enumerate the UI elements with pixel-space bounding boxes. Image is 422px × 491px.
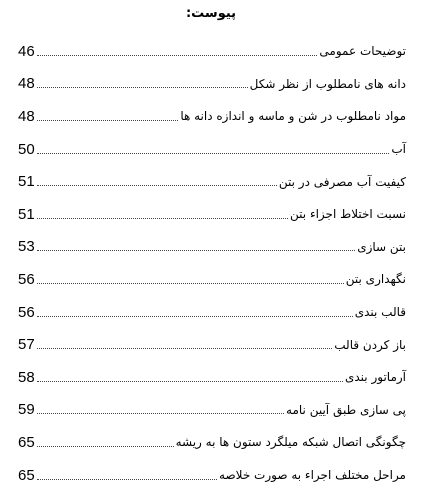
dot-leader xyxy=(37,185,277,186)
toc-entry xyxy=(18,198,406,231)
toc-page-number: 65 xyxy=(18,466,35,484)
toc-page-number: 51 xyxy=(18,173,35,191)
toc-title: توضیحات عمومی xyxy=(319,44,406,59)
dot-leader xyxy=(37,316,353,317)
toc-entry xyxy=(18,328,406,361)
toc-page-number: 51 xyxy=(18,205,35,223)
dot-leader xyxy=(37,283,344,284)
toc-entry xyxy=(18,459,406,491)
appendix-heading: پیوست: xyxy=(185,6,237,21)
toc-page-number: 59 xyxy=(18,401,35,419)
toc-title: چگونگی اتصال شبکه میلگرد ستون ها به ریشه xyxy=(175,435,406,450)
toc-title: آب xyxy=(391,142,406,157)
toc-title: نگهداری بتن xyxy=(345,272,406,287)
dot-leader xyxy=(37,120,179,121)
toc-title: پی سازی طبق آیین نامه xyxy=(286,402,406,417)
toc-page-number: 53 xyxy=(18,238,35,256)
dot-leader xyxy=(37,218,288,219)
toc-title: باز کردن قالب xyxy=(334,337,406,352)
toc-title: بتن سازی xyxy=(357,239,406,254)
toc-entry xyxy=(18,165,406,198)
toc-page-number: 50 xyxy=(18,140,35,158)
toc-title: آرماتور بندی xyxy=(344,370,406,385)
toc-page-number: 56 xyxy=(18,270,35,288)
dot-leader xyxy=(37,348,333,349)
toc-entry xyxy=(18,394,406,427)
toc-title: مواد نامطلوب در شن و ماسه و اندازه دانه ها xyxy=(180,109,406,124)
dot-leader xyxy=(37,413,284,414)
dot-leader xyxy=(37,446,174,447)
toc-page-number: 56 xyxy=(18,303,35,321)
toc-title: نسبت اختلاط اجزاء بتن xyxy=(290,207,406,222)
dot-leader xyxy=(37,479,217,480)
toc-page-number: 65 xyxy=(18,433,35,451)
toc-entry xyxy=(18,426,406,459)
toc-page-number: 46 xyxy=(18,42,35,60)
toc-entry xyxy=(18,35,406,68)
toc-entry xyxy=(18,296,406,329)
dot-leader xyxy=(37,153,390,154)
toc-entry xyxy=(18,100,406,133)
toc-entry xyxy=(18,68,406,101)
toc-title: کیفیت آب مصرفی در بتن xyxy=(278,174,406,189)
toc-title: دانه های نامطلوب از نظر شکل xyxy=(249,76,406,91)
dot-leader xyxy=(37,87,248,88)
toc-title: قالب بندی xyxy=(354,305,406,320)
toc-entry xyxy=(18,263,406,296)
dot-leader xyxy=(37,381,343,382)
toc-entry xyxy=(18,361,406,394)
dot-leader xyxy=(37,250,356,251)
toc-page-number: 57 xyxy=(18,336,35,354)
dot-leader xyxy=(37,55,318,56)
toc-title: مراحل مختلف اجراء به صورت خلاصه xyxy=(219,468,406,483)
toc-page-number: 48 xyxy=(18,75,35,93)
toc-page-number: 48 xyxy=(18,107,35,125)
toc-entry xyxy=(18,133,406,166)
toc-entry xyxy=(18,231,406,264)
toc-page-number: 58 xyxy=(18,368,35,386)
table-of-contents xyxy=(18,35,406,491)
